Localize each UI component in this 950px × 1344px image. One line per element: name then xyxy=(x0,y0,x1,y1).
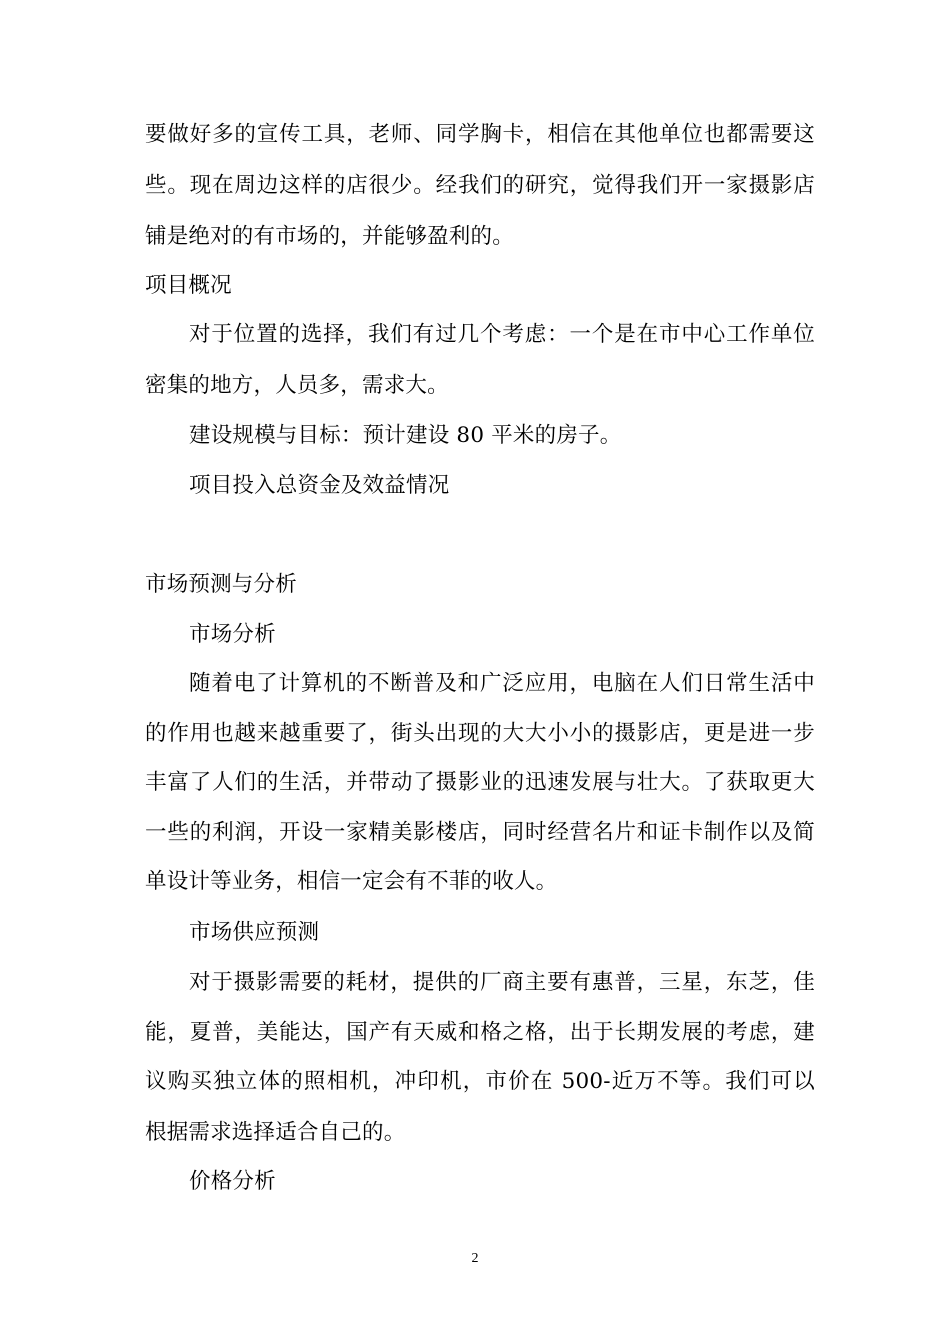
paragraph-line: 对于摄影需要的耗材，提供的厂商主要有惠普，三星，东芝，佳 xyxy=(189,970,815,995)
paragraph-line: 对于位置的选择，我们有过几个考虑：一个是在市中心工作单位 xyxy=(189,322,815,347)
section-heading: 项目概况 xyxy=(145,273,232,298)
paragraph-line: 丰富了人们的生活，并带动了摄影业的迅速发展与壮大。了获取更大 xyxy=(145,770,815,795)
paragraph-line: 项目投入总资金及效益情况 xyxy=(189,473,450,498)
paragraph-line: 随着电了计算机的不断普及和广泛应用，电脑在人们日常生活中 xyxy=(189,671,815,696)
paragraph-line: 些。现在周边这样的店很少。经我们的研究，觉得我们开一家摄影店 xyxy=(145,173,815,198)
paragraph-line: 建设规模与目标：预计建设 80 平米的房子。 xyxy=(189,423,622,448)
subsection-heading: 市场供应预测 xyxy=(189,920,320,945)
subsection-heading: 价格分析 xyxy=(189,1169,276,1194)
paragraph-line: 单设计等业务，相信一定会有不菲的收人。 xyxy=(145,869,558,894)
paragraph-line: 能，夏普，美能达，国产有天威和格之格，出于长期发展的考虑，建 xyxy=(145,1020,815,1045)
paragraph-line: 的作用也越来越重要了，街头出现的大大小小的摄影店，更是进一步 xyxy=(145,721,815,746)
subsection-heading: 市场分析 xyxy=(189,622,276,647)
paragraph-line: 要做好多的宣传工具，老师、同学胸卡，相信在其他单位也都需要这 xyxy=(145,122,815,147)
page-number: 2 xyxy=(471,1251,479,1266)
paragraph-line: 议购买独立体的照相机，冲印机，市价在 500-近万不等。我们可以 xyxy=(145,1069,815,1094)
paragraph-line: 铺是绝对的有市场的，并能够盈利的。 xyxy=(145,224,514,249)
paragraph-line: 密集的地方，人员多，需求大。 xyxy=(145,373,449,398)
paragraph-line: 根据需求选择适合自己的。 xyxy=(145,1120,406,1145)
section-heading: 市场预测与分析 xyxy=(145,572,297,597)
paragraph-line: 一些的利润，开设一家精美影楼店，同时经营名片和证卡制作以及简 xyxy=(145,820,815,845)
